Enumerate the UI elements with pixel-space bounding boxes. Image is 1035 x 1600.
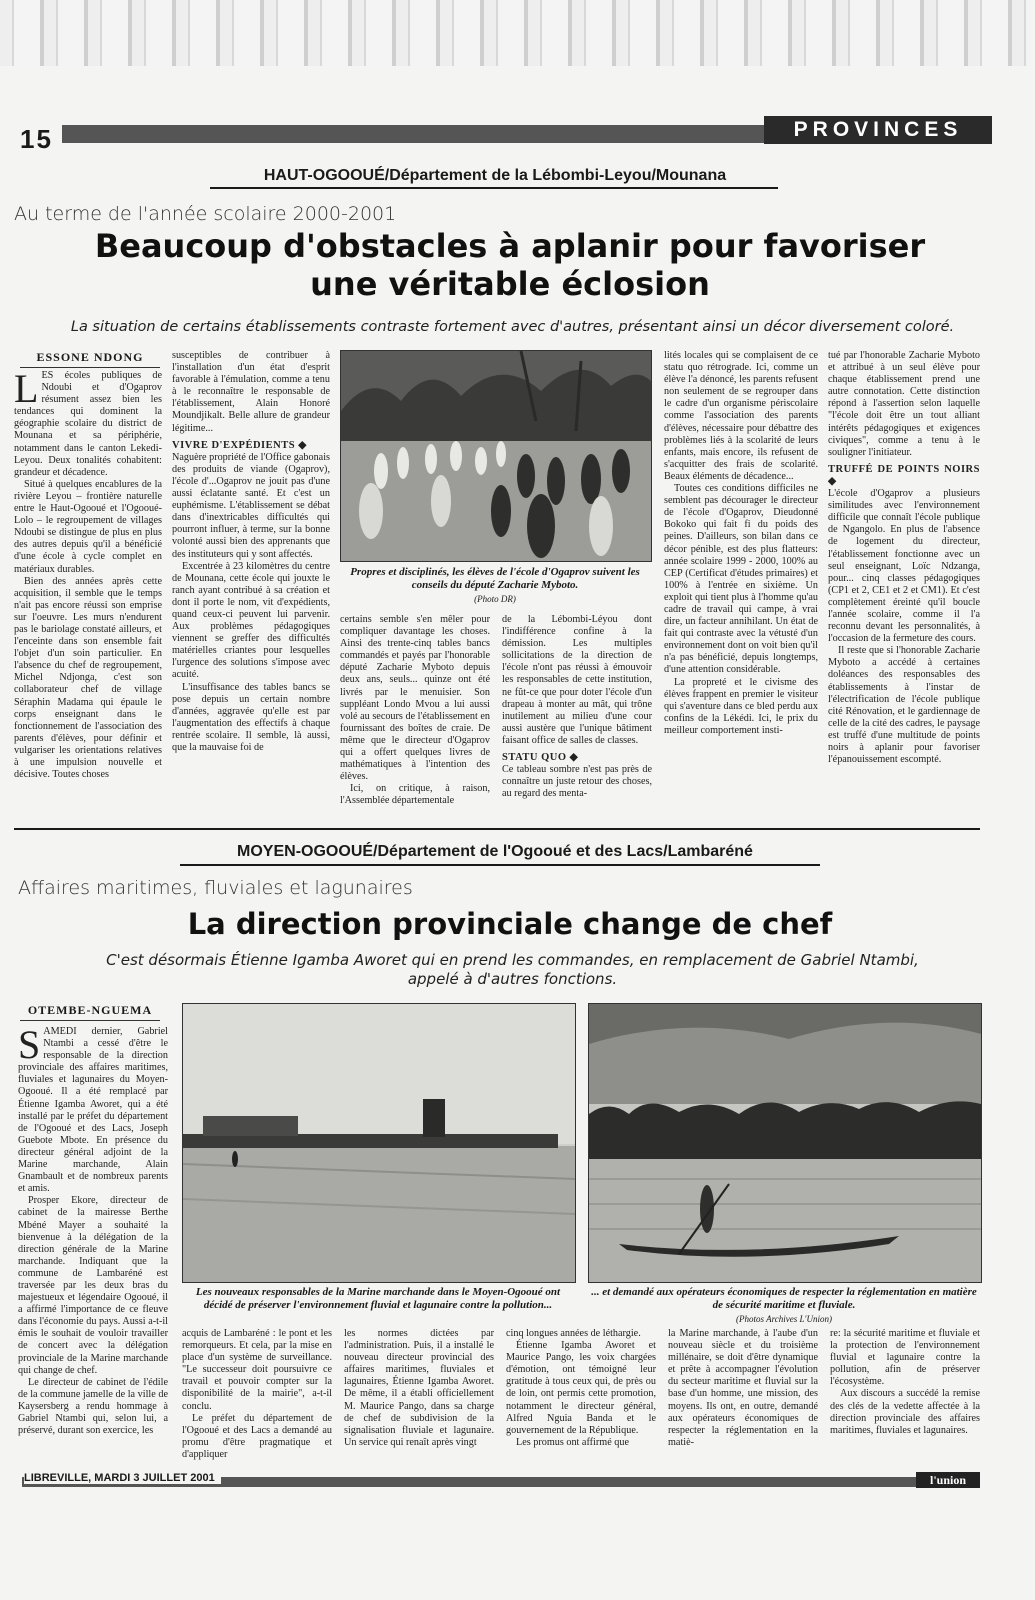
article1-surtitle: Au terme de l'année scolaire 2000-2001 (14, 203, 397, 225)
article1-byline: ESSONE NDONG (20, 350, 160, 368)
harbor-photo (182, 1003, 576, 1283)
paragraph: La propreté et le civisme des élèves frappent en premier le visiteur qui s'aventure dans ce bled perdu aux confins de la Lékédi. Ici, le prix du meilleur comportement insti- (664, 676, 818, 736)
article1-kicker: HAUT-OGOOUÉ/Département de la Lébombi-Leyou/Mounana (263, 167, 727, 184)
page-number: 15 (20, 124, 53, 154)
article2-surtitle: Affaires maritimes, fluviales et lagunaires (18, 877, 413, 899)
paragraph: Étienne Igamba Aworet et Maurice Pango, les voix chargées d'émotion, ont témoigné leur gratitude à tous ceux qui, de près ou de loin, ont permis cette promotion, notamment le directeur général, Alfred Nguia Banda et le gouvernement de la République. (506, 1340, 656, 1436)
paragraph: Aux discours a succédé la remise des clés de la vedette affectée à la direction provinciale des affaires maritimes, fluviales et lagunaires. (830, 1388, 980, 1436)
article1-column-5 (664, 350, 818, 822)
scan-edge (0, 0, 1035, 66)
intertitle: VIVRE D'EXPÉDIENTS ◆ (172, 439, 307, 451)
kicker-underline (210, 187, 778, 189)
newspaper-logo: l'union (916, 1472, 980, 1488)
article2-column-3 (344, 1328, 494, 1470)
article2-kicker: MOYEN-OGOOUÉ/Département de l'Ogooué et des Lacs/Lambaréné (237, 843, 753, 860)
paragraph: re: la sécurité maritime et fluviale et la protection de l'environnement fluvial et lagunaire contre la pollution, afin de préserver l'écosystème. (830, 1328, 980, 1388)
photo-caption: Propres et disciplinés, les élèves de l'école d'Ogaprov suivent les conseils du député Zacharie Myboto. (350, 566, 640, 591)
drop-cap: S (18, 1026, 41, 1067)
paragraph: AMEDI dernier, Gabriel Ntambi a cessé d'être le responsable de la direction provinciale des affaires maritimes, fluviales et lagunaires du Moyen-Ogooué. Il a été remplacé par Étienne Igamba Aworet, qui a été installé par le préfet du département de l'Ogooué et des Lacs, Joseph Guebote Mbote. En présence du directeur général adjoint de la Marine marchande, Alain Gnambault et de nombreux parents et amis. (18, 1026, 168, 1195)
paragraph: Le directeur de cabinet de l'édile de la commune jamelle de la ville de Kaysersberg a rendu hommage à Gabriel Ntambi qui, selon lui, a préservé, durant son exercice, les (18, 1376, 168, 1437)
river-pirogue-photo (588, 1003, 982, 1283)
article1-deck: La situation de certains établissements contraste fortement avec d'autres, présentant ainsi un décor diversement coloré. (70, 319, 955, 335)
article1-column-6 (828, 350, 980, 822)
harbor-photo-image (183, 1004, 575, 1282)
paragraph: cinq longues années de léthargie. (506, 1328, 641, 1339)
article1-column-4 (502, 614, 652, 822)
paragraph: Ici, on critique, à raison, l'Assemblée départementale (340, 783, 490, 807)
article1-column-3 (340, 614, 490, 822)
article1-column-2 (172, 350, 330, 822)
photo-caption-right: ... et demandé aux opérateurs économiques de respecter la réglementation en matière de sécurité maritime et fluviale. (591, 1286, 977, 1311)
article1-column-1 (14, 370, 162, 822)
paragraph: tué par l'honorable Zacharie Myboto et attribué à un seul élève pour chaque établissement prend une autre connotation. Cette distinction répond à l'assertion selon laquelle "l'école doit être un tout alliant intérêts pédagogiques et exigences civiques", comme a tenu à le souligner l'initiateur. (828, 350, 980, 458)
paragraph: Excentrée à 23 kilomètres du centre de Mounana, cette école qui jouxte le ranch ayant contribué à sa création et dont il porte le nom, vit d'expédients, quand ceux-ci peuvent lui parvenir. Aux problèmes pédagogiques viennent se greffer des difficultés matérielles criantes pour lesquelles l'urgence des solutions s'impose avec acuité. (172, 560, 330, 681)
schoolyard-photo-image (341, 351, 651, 561)
paragraph: lités locales qui se complaisent de ce statu quo rétrograde. Ici, comme un élève l'a dénoncé, les parents refusent non seulement de se regrouper dans le cadre d'un organisme périscolaire comme l'association des parents d'élèves, nécessaire pour débattre des problèmes liés à la scolarité de leurs enfants, mais encore, ils refusent de s'acquitter des frais de scolarité. Beaux éléments de décadence... (664, 350, 818, 482)
paragraph: Les promus ont affirmé que (516, 1436, 629, 1448)
paragraph: Il reste que si l'honorable Zacharie Myboto a accédé à certaines doléances des responsables des établissements à l'instar de l'électrification de l'école publique cité Rénovation, et le gardiennage de celle de la cité des cadres, le paysage est truffé d'une multitude de points noirs à aplanir pour favoriser l'épanouissement escompté. (828, 645, 980, 766)
article2-column-1 (18, 1026, 168, 1468)
article2-headline: La direction provinciale change de chef (187, 907, 833, 941)
paragraph: Prosper Ekore, directeur de cabinet de la mairesse Berthe Mbéné Mayer a souhaité la bienvenue à la délégation de la direction générale de la Marine marchande. Indiquant que la commune de Lambaréné est traversée par les deux bras du majestueux et légendaire Ogooué, il a affirmé l'importance de ce fleuve dans l'économie du pays. Aussi a-t-il émis le souhait de vouloir travailler de concert avec la délégation provinciale de la Marine marchande qui change de chef. (18, 1195, 168, 1376)
paragraph: ES écoles publiques de Ndoubi et d'Ogaprov résument assez bien les tendances qui dominent la géographie scolaire du district de Mounana et sa périphérie, notamment dans le canton Lekedi-Leyou. Deux tonalités cohabitent: grandeur et décadence. (14, 370, 162, 478)
article2-column-4 (506, 1328, 656, 1470)
section-label: PROVINCES (764, 116, 992, 144)
article2-column-6 (830, 1328, 980, 1470)
deck-line-1: C'est désormais Étienne Igamba Aworet qui en prend les commandes, en remplacement de Gabriel Ntambi, (106, 951, 919, 969)
paragraph: acquis de Lambaréné : le pont et les remorqueurs. Et cela, par la mise en place d'un système de surveillance. "Le successeur doit poursuivre ce travail et pouvoir compter sur la disponibilité de la mairie", a-t-il conclu. (182, 1328, 332, 1412)
paragraph: de la Lébombi-Léyou dont l'indifférence confine à la démission. Les multiples sollicitations de la direction de l'école n'ont pas réussi à émouvoir les responsables de cette institution, ne fût-ce que pour doter l'école d'un drapeau à monter au mât, qui trône inutilement au milieu d'une cour aussi austère que l'unique bâtiment faisant office de salles de classes. (502, 614, 652, 746)
drop-cap: L (14, 370, 39, 411)
paragraph: les normes dictées par l'administration. Puis, il a installé le nouveau directeur provincial des affaires maritimes, fluviales et lagunaires, Étienne Igamba Aworet. De même, il a établi officiellement M. Maurice Pango, dans sa charge de chef de subdivision de la signalisation fluviale et lagunaire. Un service qui renaît après vingt (344, 1328, 494, 1448)
paragraph: L'école d'Ogaprov a plusieurs similitudes avec l'environnement difficile que connaît l'école publique de Ngangolo. En plus de l'absence de logement du directeur, l'établissement fonctionne avec un seul enseignant, Loïc Ndzanga, pour... cinq classes pédagogiques (CP1 et 2, CE1 et 2 et CM1). Et c'est complètement éreinté qu'il boucle l'année scolaire, comme il l'a reconnu devant les personnalités, à l'occasion de la fermeture des cours. (828, 488, 980, 645)
paragraph: L'insuffisance des tables bancs se pose depuis un certain nombre d'années, aggravée qu'elle est par l'augmentation des effectifs à chaque rentrée scolaire. Il semble, là aussi, que la mauvaise foi de (172, 681, 330, 753)
paragraph: Toutes ces conditions difficiles ne semblent pas décourager le directeur de l'école d'Ogaprov, Dieudonné Bokoko qui fait fi du poids des peines. D'ailleurs, son bilan dans ce décor pénible, est des plus flatteurs: année scolaire 1999 - 2000, 100% au CEP (Certificat d'études primaires) et 100% à l'entrée en sixième. Un exploit qui tient plus à l'homme qu'au cadre de travail qui campe, à vrai dire, un facteur annihilant. Un état de fait qui contraste avec la vétusté d'un environnement dont on voit bien qu'il n'a pas bénéficié, depuis longtemps, d'une attention considérable. (664, 483, 818, 676)
headline-line-2: une véritable éclosion (310, 264, 710, 303)
paragraph: Bien des années après cette acquisition, il semble que le temps n'ait pas encore réussi son emprise sur l'oeuvre. Les murs n'endurent pas le bariolage constaté ailleurs, et l'enceinte dans son ensemble fait l'objet d'un soin particulier. En l'absence du chef de regroupement, Michel Ndjonga, c'est son collaborateur chef de village Séraphin Madama qui épaule le corps enseignant dans le fonctionnement de l'association des parents d'élèves, pour définir et vulgariser les orientations relatives à une impulsion nouvelle et décisive. Toutes choses (14, 575, 162, 781)
paragraph: certains semble s'en mêler pour compliquer davantage les choses. Ainsi des trente-cinq tables bancs commandés et payés par l'honorable député Zacharie Myboto depuis deux ans, seuls... quinze ont été livrés par le menuisier. Son suppléant Londo Mvou a lui aussi volé au secours de l'établissement en fournissant des boîtes de craie. De même que le directeur d'Ogaprov qui a offert quelques livres de mathématiques à l'intention des élèves. (340, 614, 490, 783)
paragraph: Naguère propriété de l'Office gabonais des produits de viande (Ogaprov), l'école d'...Ogaprov ne jouit pas d'une aussi éclatante santé. Et c'est un euphémisme. L'établissement se débat dans d'inextricables difficultés qui pourront influer, à terme, sur la bonne volonté aussi bien des apprenants que des instituteurs qui y sont affectés. (172, 451, 330, 560)
intertitle: TRUFFÉ DE POINTS NOIRS ◆ (828, 463, 980, 487)
photo-credit: (Photos Archives L'Union) (736, 1314, 832, 1324)
photo-caption-left: Les nouveaux responsables de la Marine marchande dans le Moyen-Ogooué ont décidé de préserver l'environnement fluvial et lagunaire contre la pollution... (195, 1286, 561, 1311)
headline-line-1: Beaucoup d'obstacles à aplanir pour favoriser (94, 227, 926, 265)
intertitle: STATU QUO ◆ (502, 752, 579, 764)
paragraph: Le préfet du département de l'Ogooué et des Lacs a demandé au promu d'être pragmatique et d'appliquer (182, 1412, 332, 1460)
photo-credit: (Photo DR) (474, 594, 516, 604)
river-pirogue-photo-image (589, 1004, 981, 1282)
paragraph: la Marine marchande, à l'aube d'un nouveau siècle et du troisième millénaire, se doit d'être dynamique et prête à accompagner l'évolution du secteur maritime et fluvial sur la base d'un homme, une mission, des moyens. Ils ont, en outre, demandé aux opérateurs économiques de respecter la réglementation en la matiè- (668, 1328, 818, 1448)
paragraph: susceptibles de contribuer à l'installation d'un état d'esprit favorable à l'émulation, comme a tenu à le reconnaître le responsable de l'établissement, Alain Honoré Moundjikalt. Belle allure de grandeur légitime... (172, 350, 330, 434)
article2-deck (20, 951, 1005, 989)
kicker-underline (180, 864, 820, 866)
article1-headline (20, 228, 1000, 304)
article2-column-5 (668, 1328, 818, 1470)
article2-column-2 (182, 1328, 332, 1470)
article2-byline: OTEMBE-NGUEMA (20, 1003, 160, 1021)
schoolyard-photo (340, 350, 652, 562)
publication-date: LIBREVILLE, MARDI 3 JUILLET 2001 (24, 1472, 221, 1484)
paragraph: Ce tableau sombre n'est pas près de connaître un juste retour des choses, au regard des menta- (502, 764, 652, 800)
article-separator (14, 828, 980, 830)
paragraph: Situé à quelques encablures de la rivière Leyou – frontière naturelle entre le Haut-Ogooué et l'Ogooué-Lolo – le regroupement de villages Ndoubi se distingue de plus en plus des autres depuis qu'il a bénéficié d'une école à cycle complet en matériaux durables. (14, 478, 162, 575)
deck-line-2: appelé à d'autres fonctions. (407, 970, 618, 988)
